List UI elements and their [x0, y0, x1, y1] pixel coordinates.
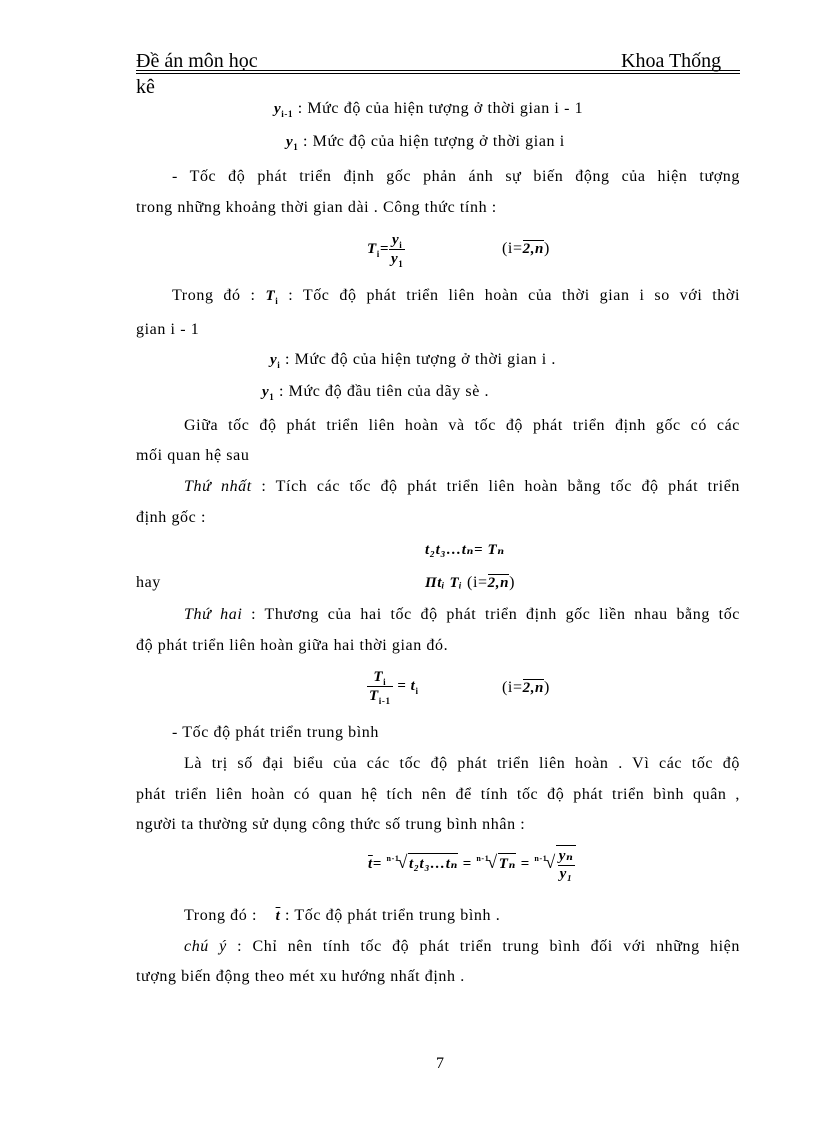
- para4-line1: Thứ nhất : Tích các tốc độ phát triển liên hoàn bằng tốc độ phát triển: [184, 478, 740, 495]
- formula-product-notation: Πtᵢ Tᵢ (i=2,n): [425, 574, 515, 591]
- page-number: 7: [436, 1055, 445, 1072]
- header-right: Khoa Thống: [621, 50, 722, 72]
- header-left: Đề án môn học: [136, 50, 258, 72]
- para7-line2: phát triển liên hoàn có quan hệ tích nên để tính tốc độ phát triển bình quân ,: [136, 786, 740, 803]
- formula1-condition: (i=2,n): [502, 240, 550, 257]
- header-rule-2: [136, 73, 740, 74]
- para7-line1: Là trị số đại biểu của các tốc độ phát triển liên hoàn . Vì các tốc độ: [184, 755, 740, 772]
- para5-line1: Thứ hai : Thương của hai tốc độ phát triển định gốc liền nhau bằng tốc: [184, 606, 740, 623]
- header-wrap: kê: [136, 76, 155, 98]
- para1-line2: trong những khoảng thời gian dài . Công thức tính :: [136, 199, 497, 216]
- para2-line2: gian i - 1: [136, 321, 200, 338]
- para7-line3: người ta thường sử dụng công thức số trung bình nhân :: [136, 816, 526, 833]
- para9-line1: chú ý : Chỉ nên tính tốc độ phát triển trung bình đối với những hiện: [184, 938, 740, 955]
- para3-line2: mối quan hệ sau: [136, 447, 250, 464]
- para4-line2: định gốc :: [136, 509, 206, 526]
- definition-y-i: $y_i$ : Mức độ của hiện tượng ở thời gian i .: [270, 351, 556, 370]
- definition-y-1: $y_1$ : Mức độ của hiện tượng ở thời gian i: [286, 133, 565, 152]
- para9-line2: tượng biến động theo mét xu hướng nhất định .: [136, 968, 465, 985]
- para6-heading: - Tốc độ phát triển trung bình: [172, 724, 379, 741]
- definition-y-i-minus-1: $y_{i-1}$ : Mức độ của hiện tượng ở thời gian i - 1: [274, 100, 584, 119]
- para8: Trong đó : $\overline{t}$ : Tốc độ phát triển trung bình .: [184, 907, 501, 924]
- formula4-condition: (i=2,n): [502, 679, 550, 696]
- header-rule: [136, 70, 740, 71]
- para2-line1: Trong đó : $T_i$ : Tốc độ phát triển liên hoàn của thời gian i so với thời: [172, 287, 741, 306]
- para3-line1: Giữa tốc độ phát triển liên hoàn và tốc độ phát triển định gốc có các: [184, 417, 740, 434]
- definition-y-1-first: $y_1$ : Mức độ đầu tiên của dãy sè .: [262, 383, 490, 402]
- formula-geometric-mean: $\overline{t}=$ $^{n-1}$√t₂t₃…tₙ = $^{n-1}$√Tₙ = $^{n-1}$√ $\frac{\text{yₙ}}{\text{y₁}}$: [368, 845, 576, 883]
- para5-line2: độ phát triển liên hoàn giữa hai thời gian đó.: [136, 637, 449, 654]
- formula-fixed-base-rate: $T_i=$ $\frac{y_i}{y_1}$: [367, 232, 404, 269]
- formula3-lead: hay: [136, 574, 161, 591]
- para1-line1: - Tốc độ phát triển định gốc phản ánh sự biến động của hiện tượng: [172, 168, 740, 185]
- formula-product-identity: t₂t₃…tₙ= Tₙ: [425, 542, 505, 558]
- formula-ratio: $\frac{T_i}{T_{i-1}}$ = $t_i$: [369, 669, 419, 706]
